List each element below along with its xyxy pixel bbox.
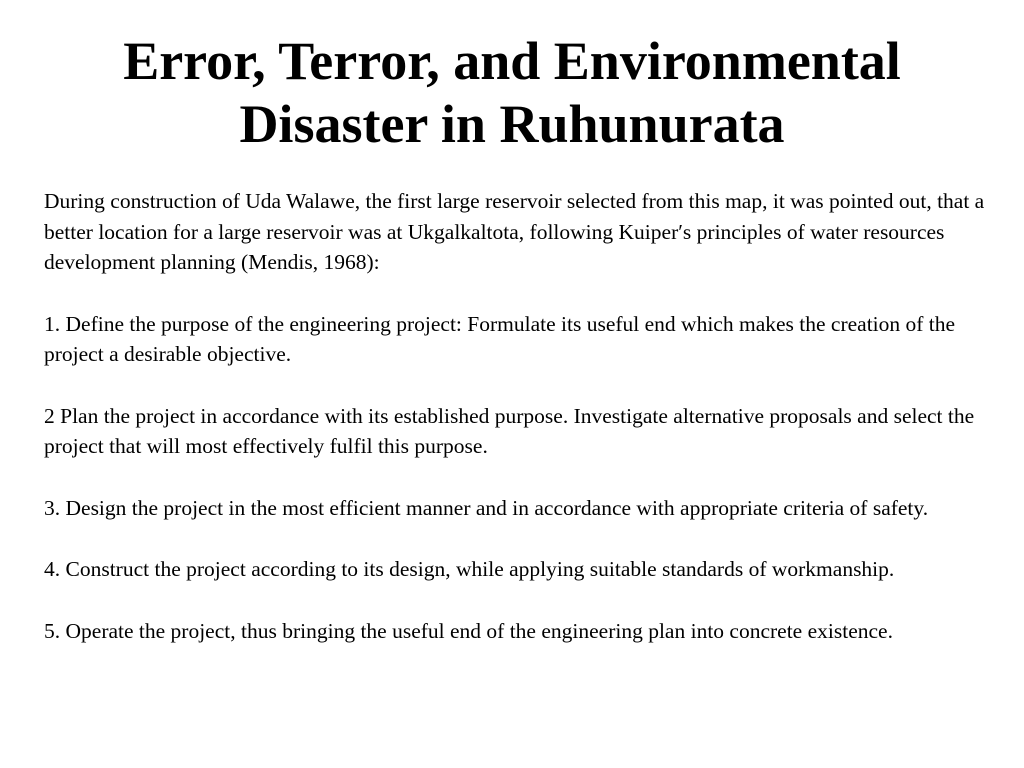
principle-item-2: 2 Plan the project in accordance with its established purpose. Investigate alternative proposals and select the project that will most effectively fulfil this purpose. bbox=[44, 403, 975, 458]
slide-title-line-2: Disaster in Ruhunurata bbox=[239, 94, 785, 154]
slide-body bbox=[44, 186, 994, 646]
slide-title-line-1: Error, Terror, and Environmental bbox=[123, 31, 901, 91]
intro-paragraph: During construction of Uda Walawe, the first large reservoir selected from this map, it was pointed out, that a better location for a large reservoir was at Ukgalkaltota, following Kuiper′s principles of water resources development planning (Mendis, 1968): bbox=[44, 189, 985, 274]
principle-item-4: 4. Construct the project according to its design, while applying suitable standards of workmanship. bbox=[44, 557, 895, 581]
principle-item-3: 3. Design the project in the most efficient manner and in accordance with appropriate criteria of safety. bbox=[44, 495, 929, 520]
principle-item-1: 1. Define the purpose of the engineering project: Formulate its useful end which makes the creation of the project a desirable objective. bbox=[44, 311, 956, 366]
principle-item-5: 5. Operate the project, thus bringing the useful end of the engineering plan into concrete existence. bbox=[44, 618, 893, 643]
slide-title bbox=[0, 30, 1024, 156]
